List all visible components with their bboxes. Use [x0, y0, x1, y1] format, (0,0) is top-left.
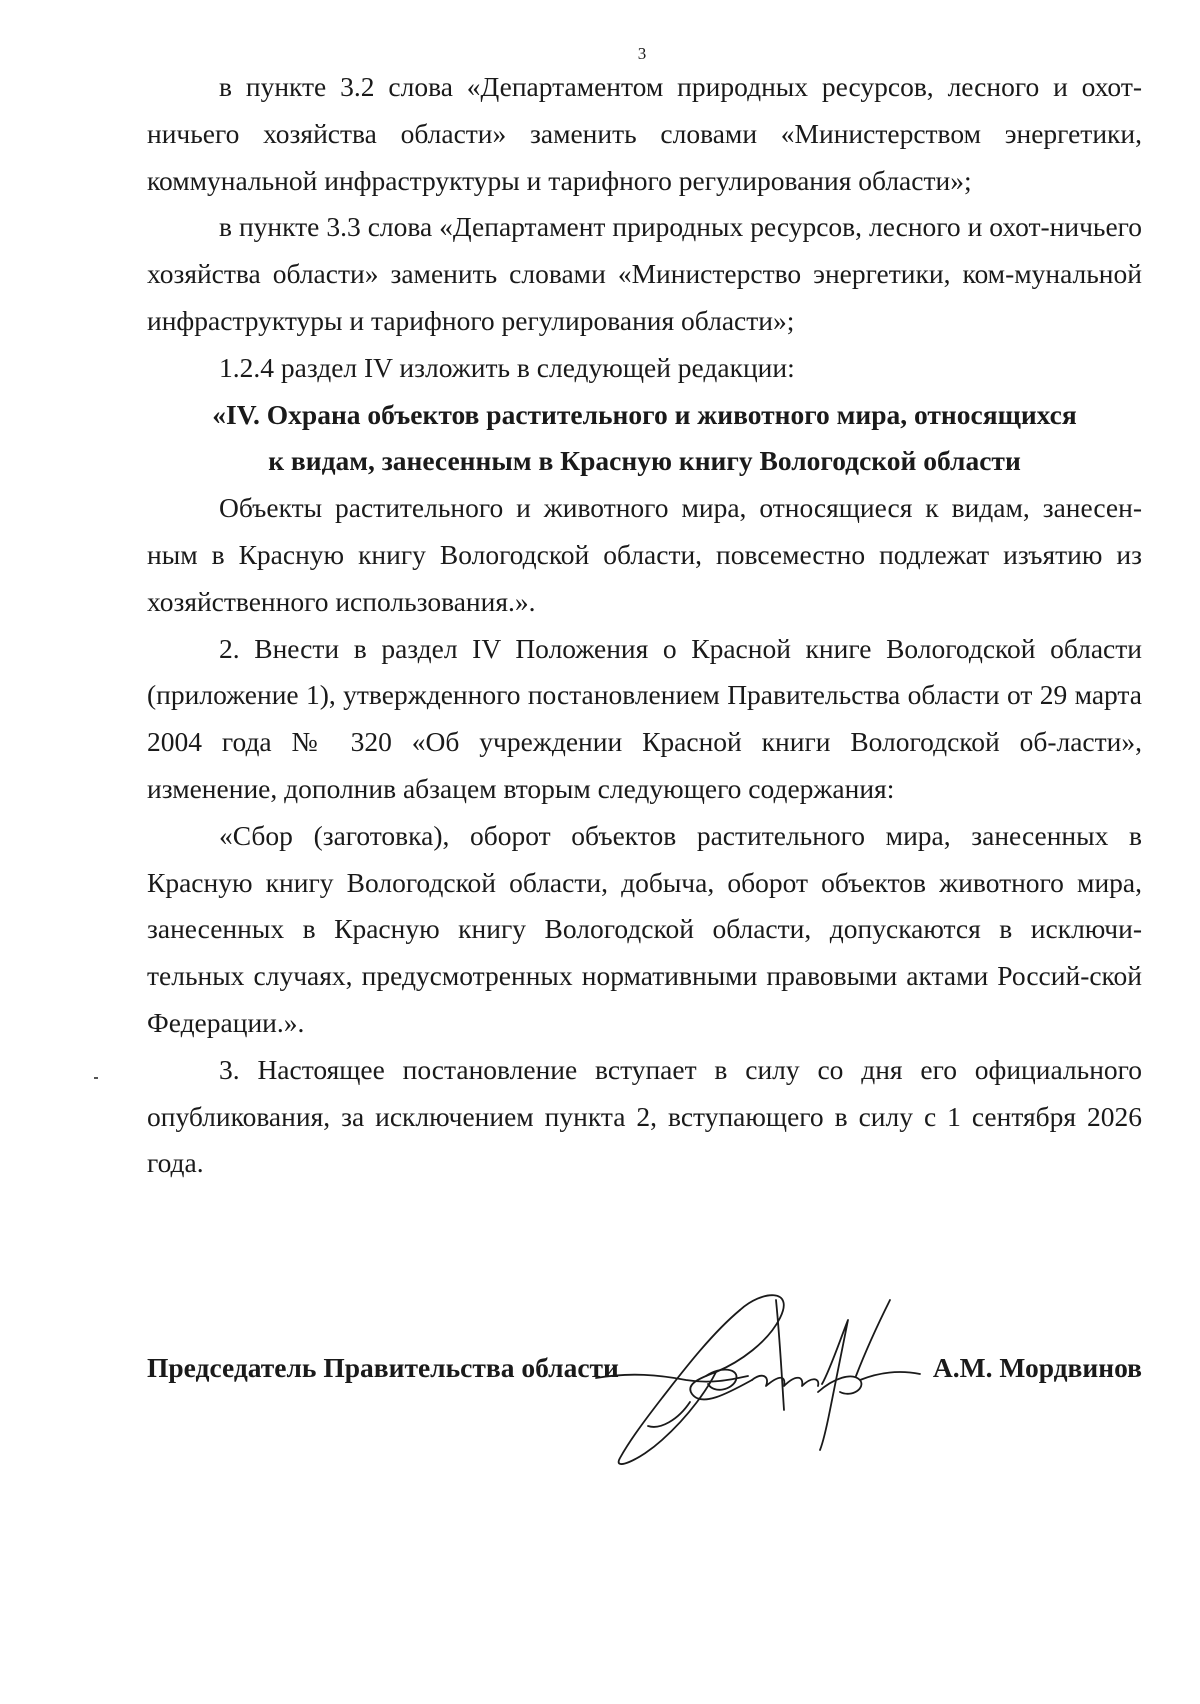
signatory-title: Председатель Правительства области: [147, 1352, 619, 1383]
handwritten-signature: [590, 1280, 950, 1480]
paragraph-section-body: Объекты растительного и животного мира, относящиеся к видам, занесен-ным в Красную книгу Вологодской области, повсеместно подлежат изъятию из хозяйственного использования.».: [147, 492, 1142, 617]
scan-mark: [94, 1077, 98, 1079]
paragraph-1-2-4: 1.2.4 раздел IV изложить в следующей редакции:: [219, 351, 795, 383]
section-heading-line-2: к видам, занесенным в Красную книгу Вологодской области: [268, 445, 1021, 477]
page-number: 3: [637, 44, 647, 63]
paragraph-item-3-3: в пункте 3.3 слова «Департамент природных ресурсов, лесного и охот-ничьего хозяйства области» заменить словами «Министерство энергетики, ком-мунальной инфраструктуры и тарифного регулирования области»;: [147, 211, 1142, 336]
section-heading-line-1: «IV. Охрана объектов растительного и животного мира, относящихся: [212, 398, 1077, 430]
document-body: [147, 64, 1142, 1187]
paragraph-point-3: 3. Настоящее постановление вступает в силу со дня его официального опубликования, за исключением пункта 2, вступающего в силу с 1 сентября 2026 года.: [147, 1053, 1142, 1179]
paragraph-item-3-2: в пункте 3.2 слова «Департаментом природных ресурсов, лесного и охот-ничьего хозяйства области» заменить словами «Министерством энергетики, коммунальной инфраструктуры и тарифного регулирования области»;: [147, 71, 1142, 196]
signatory-name: А.М. Мордвинов: [932, 1352, 1142, 1383]
paragraph-quoted-addition: «Сбор (заготовка), оборот объектов растительного мира, занесенных в Красную книгу Вологодской области, добыча, оборот объектов животного мира, занесенных в Красную книгу Вологодской области, допускаются в исключи-тельных случаях, предусмотренных нормативными правовыми актами Россий-ской Федерации.».: [147, 819, 1142, 1038]
section-heading: [147, 392, 1142, 486]
paragraph-point-2: 2. Внести в раздел IV Положения о Красной книге Вологодской области (приложение 1), утвержденного постановлением Правительства области от 29 марта 2004 года № 320 «Об учреждении Красной книги Вологодской об-ласти», изменение, дополнив абзацем вторым следующего содержания:: [147, 632, 1142, 804]
